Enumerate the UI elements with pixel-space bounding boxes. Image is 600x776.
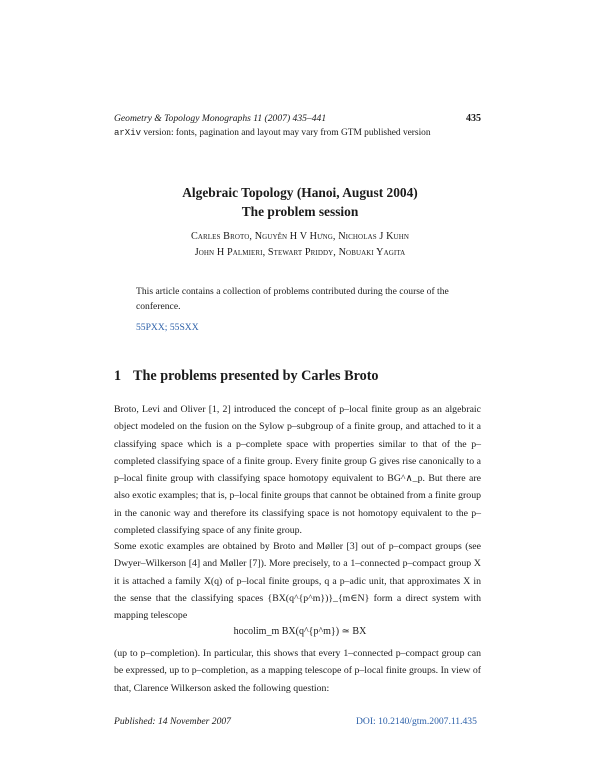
authors-line1: Carles Broto, Nguyễn H V Hưng, Nicholas J Kuhn [190,231,410,242]
section-number: 1 [114,368,122,384]
published-date: Published: 14 November 2007 [114,716,231,727]
paragraph-question: (up to p–completion). In particular, this shows that every 1–connected p–compact group can be expressed, up to p–completion, as a mapping telescope of p–local finite groups. In view of that, Clarence Wilkerson asked the following question: [114,648,481,694]
arxiv-note [114,128,431,138]
msc-classification-link[interactable]: 55PXX; 55SXX [136,322,199,333]
authors-line2: John H Palmieri, Stewart Priddy, Nobuaki Yagita [194,247,406,258]
page-number: 435 [466,113,481,124]
abstract: This article contains a collection of problems contributed during the course of the conference. [136,286,449,312]
paragraph-intro: Broto, Levi and Oliver [1, 2] introduced the concept of p–local finite group as an algebraic object modeled on the fusion on the Sylow p–subgroup of a finite group, and attached to it a classifying space which is a p–complete space with properties similar to that of the p–completed classifying space of a finite group. Every finite group G gives rise canonically to a p–local finite group with classifying space homotopy equivalent to BG^∧_p. But there are also exotic examples; that is, p–local finite groups that cannot be obtained from a finite group in the canonic way and therefore its classifying space is not homotopy equivalent to the p–completed classifying space of any finite group. [114,404,481,537]
display-formula: hocolim_m BX(q^{p^m}) ≃ BX [233,626,367,637]
section-heading [114,368,379,385]
paper-title-line2: The problem session [241,204,359,219]
arxiv-tag: arXiv [114,128,142,138]
section-title: The problems presented by Carles Broto [133,368,379,384]
journal-citation: Geometry & Topology Monographs 11 (2007) 435–441 [114,113,327,124]
paragraph-exotic-examples: Some exotic examples are obtained by Broto and Møller [3] out of p–compact groups (see Dwyer–Wilkerson [4] and Møller [7]). More precisely, to a 1–connected p–compact group X it is attached a family X(q) of p–local finite groups, q a p–adic unit, that approximates X in the sense that the classifying spaces {BX(q^{p^m})}_{m∈N} form a direct system with mapping telescope [114,541,481,622]
arxiv-note-text: version: fonts, pagination and layout may vary from GTM published version [141,128,431,138]
doi-link[interactable]: DOI: 10.2140/gtm.2007.11.435 [356,716,477,727]
paper-title-line1: Algebraic Topology (Hanoi, August 2004) [182,185,418,200]
